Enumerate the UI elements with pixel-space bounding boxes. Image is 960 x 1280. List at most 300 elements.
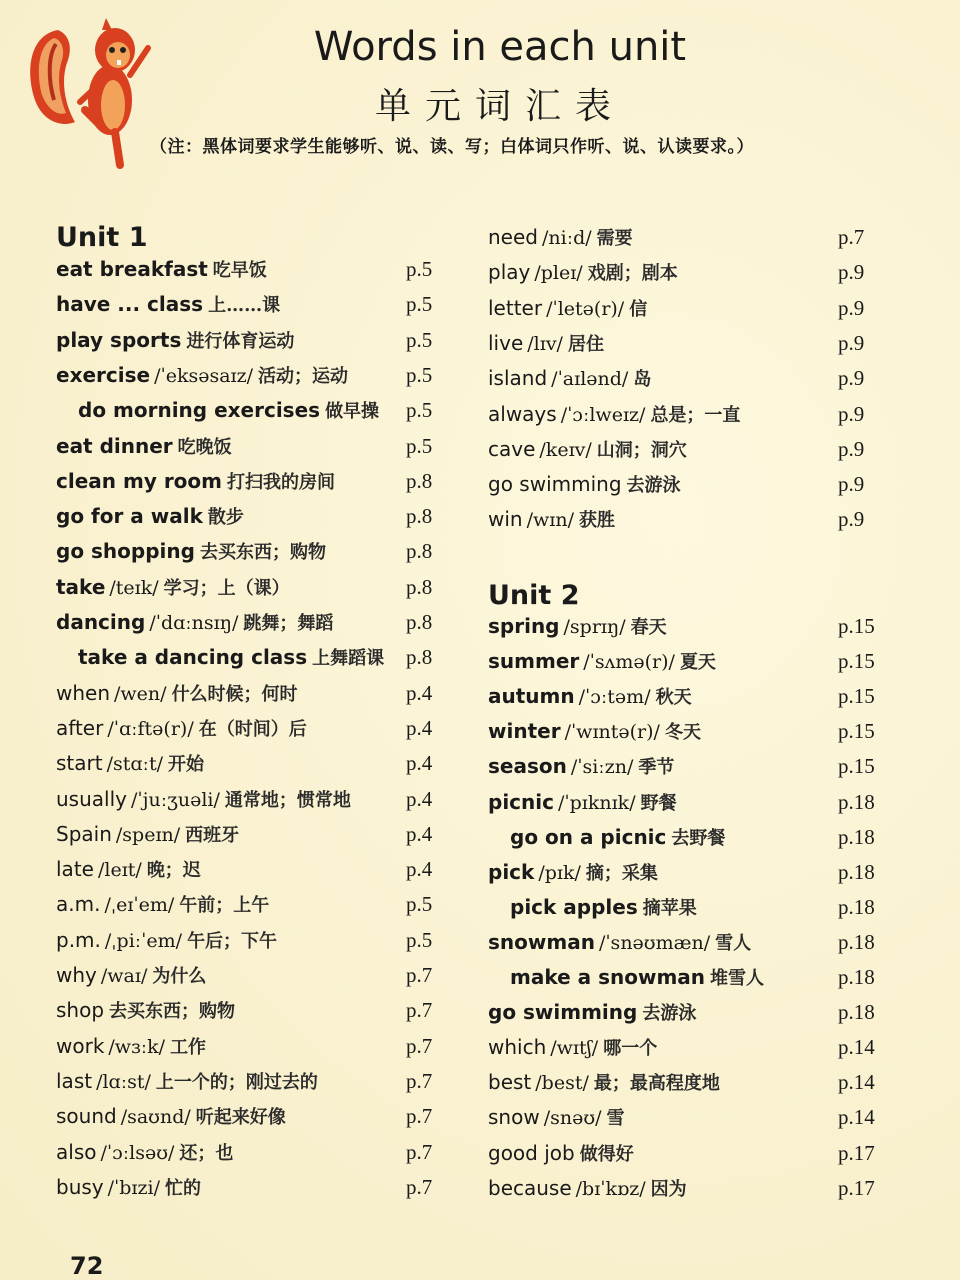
page-ref: p.15: [838, 649, 875, 674]
page-ref: p.4: [406, 715, 433, 740]
vocab-entry: [488, 789, 878, 824]
page-ref: p.7: [838, 225, 865, 249]
meaning: 需要: [596, 228, 633, 249]
vocab-word: last: [56, 1068, 93, 1093]
phonetic: /sprɪŋ/: [563, 616, 626, 638]
vocab-word: cave: [488, 436, 536, 461]
entry-text: [56, 715, 406, 741]
entry-text: [488, 999, 838, 1025]
vocab-entry: [56, 1139, 446, 1174]
meaning: 学习；上（课）: [163, 577, 290, 599]
phonetic: /bɪˈkɒz/: [575, 1177, 646, 1200]
vocab-word: late: [56, 857, 94, 882]
meaning: 去野餐: [671, 827, 726, 849]
entry-text: [488, 894, 838, 920]
meaning: 野餐: [640, 792, 677, 814]
entry-text: [56, 891, 406, 917]
page-ref: p.7: [406, 1068, 433, 1093]
phonetic: /ˌeɪˈem/: [104, 894, 175, 917]
vocab-word: busy: [56, 1174, 104, 1199]
phonetic: /ˈɔːtəm/: [578, 686, 651, 709]
meaning: 季节: [638, 757, 675, 779]
meaning: 忙的: [165, 1177, 201, 1199]
page-ref: p.5: [406, 927, 433, 952]
meaning: 堆雪人: [710, 968, 765, 989]
page-ref: p.7: [406, 998, 433, 1023]
entry-text: [56, 821, 406, 847]
entry-text: [56, 786, 406, 812]
meaning: 冬天: [664, 722, 701, 744]
phonetic: /snəʊ/: [543, 1107, 602, 1130]
meaning: 哪一个: [603, 1038, 658, 1060]
phonetic: /ˈpɪknɪk/: [557, 791, 636, 814]
vocab-word: when: [56, 680, 111, 705]
meaning: 信: [629, 298, 648, 320]
entry-text: [56, 1033, 406, 1059]
entry-text: [56, 1139, 406, 1165]
vocab-word: why: [56, 963, 97, 987]
page-ref: p.5: [406, 398, 433, 423]
page-ref: p.18: [838, 965, 875, 989]
phonetic: /lɪv/: [527, 332, 563, 355]
vocab-word: always: [488, 401, 557, 426]
vocab-entry: [56, 1103, 446, 1138]
vocab-word: make a snowman: [510, 965, 706, 989]
phonetic: /wen/: [114, 682, 167, 705]
meaning: 工作: [170, 1036, 207, 1058]
entry-text: [56, 291, 406, 317]
vocab-word: best: [488, 1070, 532, 1095]
vocab-word: go swimming: [488, 1000, 638, 1025]
vocab-entry: [488, 365, 878, 400]
entry-text: [488, 436, 838, 462]
meaning: 夏天: [679, 652, 716, 674]
meaning: 雪人: [715, 932, 752, 954]
entry-text: [56, 856, 406, 882]
vocab-word: usually: [56, 786, 127, 811]
vocab-word: sound: [56, 1104, 117, 1129]
vocab-entry: [56, 468, 446, 503]
page-ref: p.8: [406, 574, 433, 599]
vocab-word: picnic: [488, 789, 554, 814]
page-ref: p.7: [406, 1139, 433, 1164]
vocab-entry: [488, 859, 878, 894]
entry-text: [488, 295, 838, 321]
meaning: 午前；上午: [179, 895, 270, 917]
page-ref: p.8: [406, 504, 433, 529]
entry-text: [488, 929, 838, 955]
entry-text: [56, 503, 406, 529]
entry-text: [56, 433, 406, 459]
phonetic: /saʊnd/: [120, 1106, 191, 1129]
phonetic: /ˈɔːlweɪz/: [560, 403, 646, 426]
vocab-entry: [488, 506, 878, 541]
vocab-entry: [488, 964, 878, 999]
page-subtitle: 单元词汇表: [374, 86, 625, 127]
phonetic: /pɪk/: [538, 861, 581, 884]
phonetic: /pleɪ/: [534, 262, 583, 285]
page-ref: p.18: [838, 894, 875, 919]
entry-text: [56, 468, 406, 494]
vocab-word: good job: [488, 1140, 575, 1165]
vocab-entry: [56, 680, 446, 715]
meaning: 摘苹果: [642, 897, 697, 919]
page-ref: p.8: [406, 539, 433, 564]
page-ref: p.5: [406, 292, 433, 317]
page-ref: p.5: [406, 433, 433, 458]
vocab-word: need: [488, 225, 538, 249]
vocab-entry: [488, 1104, 878, 1139]
page-ref: p.4: [406, 821, 433, 846]
meaning: 因为: [650, 1178, 687, 1200]
page-ref: p.9: [838, 330, 865, 355]
vocab-entry: [488, 1140, 878, 1175]
vocab-entry: [56, 715, 446, 750]
vocab-entry: [56, 927, 446, 962]
entry-text: [56, 256, 406, 282]
vocab-entry: [56, 397, 446, 432]
entry-text: [56, 574, 406, 600]
meaning: 散步: [207, 507, 244, 529]
meaning: 还；也: [179, 1142, 234, 1164]
vocab-entry: [488, 824, 878, 859]
vocab-entry: [56, 362, 446, 397]
vocab-entry: [56, 327, 446, 362]
page-ref: p.15: [838, 614, 875, 638]
entry-text: [56, 927, 406, 953]
phonetic: /ˈdɑːnsɪŋ/: [149, 612, 239, 634]
entry-text: [56, 1103, 406, 1129]
vocab-word: work: [56, 1033, 105, 1058]
vocab-entry: [488, 436, 878, 471]
phonetic: /lɑːst/: [96, 1070, 151, 1093]
page-ref: p.15: [838, 754, 875, 779]
entry-text: [56, 644, 406, 670]
vocab-entry: [488, 471, 878, 506]
entry-text: [488, 718, 838, 744]
vocab-entry: [488, 718, 878, 753]
page-ref: p.7: [406, 1104, 433, 1129]
vocab-entry: [56, 1174, 446, 1209]
phonetic: /ˈsiːzn/: [570, 756, 634, 779]
vocab-entry: [488, 330, 878, 365]
page-ref: p.4: [406, 786, 433, 811]
page-ref: p.7: [406, 1033, 433, 1058]
page-ref: p.18: [838, 824, 875, 849]
meaning: 开始: [167, 754, 204, 776]
meaning: 获胜: [578, 510, 615, 532]
vocab-word: because: [488, 1175, 572, 1200]
page-ref: p.4: [406, 857, 433, 882]
entry-text: [488, 964, 838, 990]
vocab-entry: [56, 962, 446, 997]
phonetic: /keɪv/: [539, 438, 592, 461]
unit-heading: Unit 2: [488, 580, 580, 611]
vocab-word: season: [488, 754, 567, 779]
entry-text: [56, 680, 406, 706]
vocab-entry: [488, 1175, 878, 1210]
meaning: 去游泳: [642, 1003, 697, 1025]
phonetic: /speɪn/: [115, 823, 181, 846]
unit-heading: Unit 1: [56, 222, 148, 253]
entry-text: [488, 1104, 838, 1130]
meaning: 西班牙: [185, 824, 240, 846]
phonetic: /stɑːt/: [106, 753, 163, 776]
page-ref: p.9: [838, 260, 865, 285]
entry-text: [488, 789, 838, 815]
meaning: 晚；迟: [146, 860, 201, 882]
vocab-word: go swimming: [488, 472, 622, 497]
vocab-entry: [488, 224, 878, 259]
vocab-word: pick: [488, 859, 535, 884]
vocab-word: go shopping: [56, 539, 195, 564]
meaning: 午后；下午: [187, 930, 278, 952]
vocab-entry: [56, 644, 446, 679]
entry-text: [488, 365, 838, 391]
vocab-entry: [56, 997, 446, 1032]
entry-text: [488, 1175, 838, 1201]
vocab-word: a.m.: [56, 892, 101, 917]
entry-text: [56, 538, 406, 564]
page-ref: p.8: [406, 610, 433, 634]
phonetic: /ˈɔːlsəʊ/: [100, 1141, 175, 1164]
entry-text: [488, 224, 838, 250]
vocab-word: snowman: [488, 929, 595, 954]
vocab-word: eat dinner: [56, 433, 173, 458]
vocab-entry: [488, 1034, 878, 1069]
meaning: 最；最高程度地: [593, 1073, 720, 1095]
entry-text: [488, 1034, 838, 1060]
meaning: 为什么: [152, 966, 207, 987]
page-ref: p.14: [838, 1035, 875, 1060]
meaning: 居住: [567, 333, 604, 355]
vocab-entry: [56, 256, 446, 291]
vocab-word: snow: [488, 1105, 540, 1130]
vocab-entry: [56, 503, 446, 538]
vocab-entry: [56, 821, 446, 856]
entry-text: [56, 997, 406, 1023]
entry-text: [488, 330, 838, 356]
page-ref: p.5: [406, 362, 433, 387]
vocab-word: have ... class: [56, 292, 204, 317]
vocab-word: play: [488, 260, 531, 285]
vocab-entry: [56, 1033, 446, 1068]
vocab-word: take a dancing class: [78, 645, 308, 670]
entry-text: [488, 1069, 838, 1095]
vocab-word: exercise: [56, 362, 151, 387]
entry-text: [56, 362, 406, 388]
entry-text: [488, 683, 838, 709]
page-ref: p.15: [838, 684, 875, 709]
vocab-entry: [56, 574, 446, 609]
meaning: 在（时间）后: [198, 718, 307, 740]
page-ref: p.9: [838, 472, 865, 497]
meaning: 春天: [630, 617, 667, 638]
phonetic: /ˈeksəsaɪz/: [154, 364, 254, 387]
meaning: 去买东西；购物: [109, 1001, 236, 1023]
page-ref: p.4: [406, 751, 433, 776]
vocab-entry: [56, 291, 446, 326]
entry-text: [56, 962, 406, 988]
vocab-word: go for a walk: [56, 504, 203, 529]
meaning: 吃晚饭: [177, 436, 232, 458]
entry-text: [488, 859, 838, 885]
meaning: 去买东西；购物: [199, 542, 326, 564]
phonetic: /ˌpiːˈem/: [104, 929, 183, 952]
page-ref: p.7: [406, 1174, 433, 1199]
meaning: 山洞；洞穴: [596, 439, 687, 461]
vocab-entry: [488, 683, 878, 718]
entry-text: [488, 648, 838, 674]
page-ref: p.9: [838, 401, 865, 426]
vocab-word: dancing: [56, 610, 146, 634]
vocab-word: go on a picnic: [510, 824, 667, 849]
phonetic: /teɪk/: [109, 576, 159, 599]
vocab-word: island: [488, 366, 548, 391]
entry-text: [56, 1068, 406, 1094]
meaning: 岛: [633, 369, 652, 391]
entry-text: [488, 753, 838, 779]
meaning: 跳舞；舞蹈: [243, 613, 334, 634]
usage-note: （注：黑体词要求学生能够听、说、读、写；白体词只作听、说、认读要求。）: [150, 137, 754, 157]
meaning: 秋天: [655, 687, 692, 709]
vocab-entry: [56, 891, 446, 926]
entry-text: [56, 397, 406, 423]
vocab-entry: [488, 1069, 878, 1104]
vocab-word: shop: [56, 998, 105, 1023]
page-ref: p.14: [838, 1105, 875, 1130]
page-ref: p.18: [838, 1000, 875, 1025]
vocab-word: letter: [488, 295, 543, 320]
meaning: 上舞蹈课: [312, 648, 385, 670]
vocab-word: after: [56, 715, 104, 740]
vocab-entry: [488, 401, 878, 436]
meaning: 去游泳: [626, 475, 681, 497]
vocab-word: spring: [488, 614, 560, 638]
vocab-word: take: [56, 574, 106, 599]
vocab-entry: [488, 295, 878, 330]
vocab-entry: [56, 609, 446, 644]
vocab-entry: [56, 433, 446, 468]
page-ref: p.4: [406, 680, 433, 705]
vocab-entry: [56, 1068, 446, 1103]
page-ref: p.18: [838, 789, 875, 814]
phonetic: /wɪtʃ/: [550, 1037, 599, 1060]
vocab-word: winter: [488, 719, 561, 744]
page-ref: p.9: [838, 366, 865, 391]
meaning: 雪: [606, 1108, 625, 1130]
page-ref: p.18: [838, 859, 875, 884]
meaning: 通常地；惯常地: [224, 789, 351, 811]
vocab-entry: [488, 929, 878, 964]
phonetic: /ˈsnəʊmæn/: [598, 931, 711, 954]
vocab-word: also: [56, 1139, 97, 1164]
page-number: 72: [70, 1252, 104, 1280]
vocab-word: eat breakfast: [56, 257, 208, 281]
vocab-entry: [488, 999, 878, 1034]
page-ref: p.5: [406, 257, 433, 281]
phonetic: /niːd/: [541, 227, 592, 249]
entry-text: [488, 613, 838, 639]
vocab-word: pick apples: [510, 894, 638, 919]
vocab-entry: [488, 259, 878, 294]
vocab-word: live: [488, 330, 524, 355]
meaning: 进行体育运动: [186, 330, 295, 352]
phonetic: /best/: [535, 1072, 589, 1095]
vocab-word: Spain: [56, 821, 112, 846]
page-ref: p.5: [406, 892, 433, 917]
vocab-entry: [56, 538, 446, 573]
meaning: 总是；一直: [650, 404, 741, 426]
phonetic: /wɜːk/: [108, 1035, 166, 1058]
vocab-entry: [488, 648, 878, 683]
page-ref: p.9: [838, 507, 865, 532]
page-ref: p.14: [838, 1070, 875, 1095]
phonetic: /ˈwɪntə(r)/: [564, 721, 660, 744]
meaning: 什么时候；何时: [171, 683, 298, 705]
entry-text: [488, 259, 838, 285]
vocab-word: do morning exercises: [78, 398, 321, 423]
page-ref: p.7: [406, 963, 433, 987]
page-ref: p.15: [838, 719, 875, 744]
meaning: 打扫我的房间: [227, 471, 335, 493]
vocab-word: play sports: [56, 327, 182, 352]
meaning: 上……课: [208, 295, 281, 317]
page-ref: p.8: [406, 645, 433, 670]
entry-text: [56, 327, 406, 353]
phonetic: /ˈjuːʒuəli/: [130, 788, 220, 811]
vocab-word: clean my room: [56, 468, 222, 493]
vocab-entry: [488, 613, 878, 648]
vocab-entry: [56, 786, 446, 821]
page-ref: p.9: [838, 436, 865, 461]
phonetic: /ˈɑːftə(r)/: [107, 717, 194, 740]
entry-text: [488, 401, 838, 427]
page-title: Words in each unit: [313, 24, 687, 70]
entry-text: [56, 609, 406, 635]
vocab-entry: [56, 750, 446, 785]
vocab-word: autumn: [488, 684, 575, 709]
vocab-word: start: [56, 751, 103, 776]
page-ref: p.5: [406, 327, 433, 352]
page-ref: p.17: [838, 1140, 875, 1165]
entry-text: [488, 1140, 838, 1166]
entry-text: [488, 824, 838, 850]
phonetic: /ˈletə(r)/: [546, 297, 625, 320]
phonetic: /ˈbɪzi/: [107, 1176, 160, 1199]
meaning: 上一个的；刚过去的: [155, 1071, 318, 1093]
meaning: 听起来好像: [195, 1107, 286, 1129]
meaning: 做早操: [325, 401, 380, 423]
page-ref: p.17: [838, 1175, 875, 1200]
meaning: 吃早饭: [212, 260, 267, 281]
vocab-entry: [56, 856, 446, 891]
meaning: 活动；运动: [258, 365, 349, 387]
meaning: 摘；采集: [585, 862, 658, 884]
meaning: 戏剧；剧本: [587, 263, 678, 285]
phonetic: /ˈsʌmə(r)/: [583, 651, 675, 674]
entry-text: [56, 1174, 406, 1200]
phonetic: /wɪn/: [526, 509, 574, 532]
vocab-word: summer: [488, 649, 580, 674]
entry-text: [488, 506, 838, 532]
phonetic: /leɪt/: [97, 859, 142, 882]
entry-text: [56, 750, 406, 776]
page-ref: p.9: [838, 295, 865, 320]
vocab-word: p.m.: [56, 927, 101, 952]
vocab-word: which: [488, 1035, 547, 1060]
phonetic: /ˈaɪlənd/: [551, 368, 629, 391]
